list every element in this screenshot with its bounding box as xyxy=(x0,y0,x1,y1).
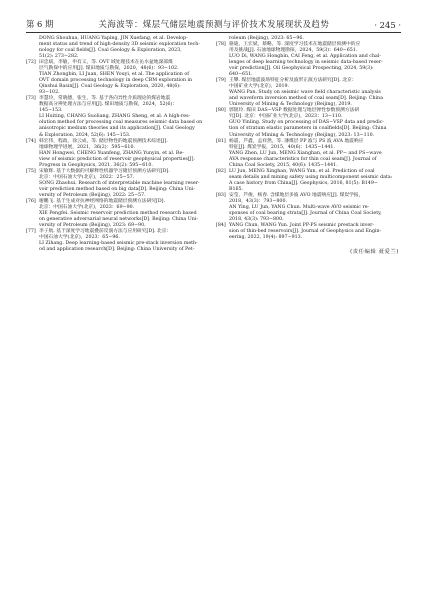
issue-number: 第 6 期 xyxy=(26,19,54,29)
reference-line: 宋敏辉. 基于大数据的可解释性机器学习储层预测方法研究[D]. xyxy=(39,168,170,174)
reference-line: voir prediction[J]. Oil Geophysical Prospecting, 2024, 59(3): xyxy=(229,66,374,72)
reference-text xyxy=(229,169,401,193)
reference-line: 北京：中国石油大学(北京)，2022：25−57. xyxy=(39,174,135,180)
reference-text xyxy=(229,139,401,169)
reference-line: sion of thin-bed reservoirs[J]. Journal of Geophysics and Engin- xyxy=(229,229,382,234)
reference-line: 郭银玲. 煤田 DAS−VSP 数据处理与地层弹性参数预测方法研 xyxy=(229,108,360,114)
reference-line: XIE Pengfei. Seismic reservoir prediction method research based xyxy=(39,210,197,216)
reference-line: Progress in Geophysics, 2021, 36(2): 595−610. xyxy=(39,162,153,168)
reference-entry xyxy=(216,78,401,108)
reference-line: lenges of deep learning technology in seismic data-based reser- xyxy=(229,60,383,66)
reference-line: OVT domain processing technology in deep CBM exploration in xyxy=(39,78,193,84)
header-rule xyxy=(26,32,401,33)
reference-entry xyxy=(216,193,401,223)
reference-entry xyxy=(216,169,401,193)
reference-line: LU Jun, MENG Xinghan, WANG Yun, et al. Prediction of coal xyxy=(229,168,375,174)
reference-line: 李慧玲，常晓德，张生，等. 基于各向异性介质理论的煤岩地震 xyxy=(39,96,171,102)
reference-line: roleum (Beijing), 2023: 65−96. xyxy=(229,36,304,41)
reference-line: YANG Chun, WANG Yun. Joint PP-PS seismic prestack inver- xyxy=(229,222,375,228)
reference-line: tion of stratum elastic parameters in coalfields[D]. Beijing: China xyxy=(229,126,387,132)
reference-line: 145−153. xyxy=(39,108,63,114)
reference-line: TIAN Zhongbin, LI Juan, SHEN Youyi, et al. The application of xyxy=(39,72,189,78)
reference-line: WANG Pan. Study on seismic wave field characteristic analysis xyxy=(229,90,381,96)
reference-line: seam details and mining safety using multicomponent seismic data: xyxy=(229,174,393,180)
reference-line: view of seismic prediction of reservoir geophysical properties[J]. xyxy=(39,156,195,162)
reference-number: [72] xyxy=(26,60,36,66)
reference-line: 安莹，芦俊，杨春. 含煤地层多波 AVO 地震响应[J]. 煤炭学报， xyxy=(229,192,364,198)
reference-number: [83] xyxy=(216,192,226,198)
reference-number: [81] xyxy=(216,138,226,144)
reference-line: anisotropic medium theories and its application[J]. Coal Geology xyxy=(39,126,195,132)
reference-line: 用及挑战[J]. 石油地球物理勘探，2024，59(3)：640−651. xyxy=(229,48,358,54)
reference-line: University of Mining & Technology (Beijing), 2019. xyxy=(229,102,352,108)
reference-line: & Exploration, 2024, 52(6): 145−153. xyxy=(39,132,131,138)
reference-line: AN Ying, LU Jun, YANG Chun. Multi-wave AVO seismic re- xyxy=(229,204,370,210)
reference-entry xyxy=(216,139,401,169)
reference-line: DONG Shouhua, HUANG Yaping, JIN Xuefang, et al. Develop- xyxy=(39,36,188,41)
reference-line: eering, 2022, 19(4): 897−913. xyxy=(229,235,303,241)
reference-continuation xyxy=(26,36,210,60)
reference-line: 2018, 43(3): 793−800. xyxy=(229,216,284,222)
reference-line: 640−651. xyxy=(229,72,253,78)
reference-text xyxy=(39,169,210,199)
reference-number: [80] xyxy=(216,108,226,114)
reference-text xyxy=(39,96,210,138)
reference-entry xyxy=(26,96,210,138)
reference-line: 究[D]. 北京：中国矿业大学(北京)，2023：13−110. xyxy=(229,114,343,120)
reference-text xyxy=(39,60,210,96)
reference-number: [82] xyxy=(216,168,226,174)
editor-note: (责任编辑 聂爱兰) xyxy=(350,249,399,256)
reference-line: 特征[J]. 煤炭学报，2015，40(6)：1435−1441. xyxy=(229,144,335,150)
reference-number: [75] xyxy=(26,168,36,174)
reference-line: SONG Zhaohui. Research of interpretable machine learning reser- xyxy=(39,180,200,186)
reference-line: University of Mining & Technology (Beijing), 2023: 13−110. xyxy=(229,132,375,138)
reference-line: 韩宏伟，程政，徐云成，等. 储层物性的地震预测技术综述[J]. xyxy=(39,138,168,144)
reference-line: AVA response characteristics for thin coal seam[J]. Journal of xyxy=(229,156,377,162)
reference-number: [78] xyxy=(216,42,226,48)
reference-line: LUO Di, WANG Hongbin, CAI Feng, et al. Application and chal- xyxy=(229,54,381,60)
reference-line: B165. xyxy=(229,186,244,192)
reference-line: A case history from China[J]. Geophysics, 2016, 81(5): B149− xyxy=(229,180,378,186)
reference-line: 王攀. 煤层地震波场特征分析及波形正演方法研究[D]. 北京： xyxy=(229,78,357,84)
reference-number: [74] xyxy=(26,138,36,144)
reference-line: LI Huiting, CHANG Suoliang, ZHANG Sheng, et al. A high-res- xyxy=(39,114,191,120)
reference-line: 谢鹏飞. 基于生成对抗神经网络的地震储层预测方法研究[D]. xyxy=(39,198,166,204)
reference-number: [73] xyxy=(26,96,36,102)
reference-entry xyxy=(216,42,401,78)
reference-entry xyxy=(216,108,401,138)
reference-line: 田忠斌，李敏，申有义，等. OVT 域处理技术在沁水盆地深部煤 xyxy=(39,60,173,66)
reference-text xyxy=(39,199,210,229)
reference-line: nology for coal fields[J]. Coal Geology & Exploration, 2023, xyxy=(39,48,182,54)
left-column xyxy=(26,36,210,253)
reference-entry xyxy=(26,169,210,199)
reference-line: YANG Zhen, LU Jun, MENG Xianghan, et al. PP− and PS−wave xyxy=(229,150,382,156)
reference-line: 杨震，芦鑫，孟祥然，等. 薄煤层 PP 波与 PS 波 AVA 地震响应 xyxy=(229,138,364,144)
reference-line: 中国石油大学(北京)，2023：65−96. xyxy=(39,235,120,241)
right-column xyxy=(216,36,401,255)
reference-line: 骆迪，王宏斌，蔡略，等. 深度学习技术在地震储层预测中的应 xyxy=(229,42,361,48)
reference-line: 51(2): 273−282. xyxy=(39,54,79,60)
reference-line: GUO Yinling. Study on processing of DAS−VSP data and predic- xyxy=(229,120,385,126)
reference-entry xyxy=(26,60,210,96)
reference-line: 地球物理学进展，2021，36(2)：595−610. xyxy=(39,144,135,150)
reference-line: 中国矿业大学(北京)，2019. xyxy=(229,84,290,90)
reference-line: on generative adversarial neural networks[D]. Beijing: China Uni- xyxy=(39,216,198,222)
reference-line: olution method for processing coal measures seismic data based on xyxy=(39,120,203,126)
reference-line: 2018，43(3)：793−800. xyxy=(229,198,287,204)
reference-line: China Coal Society, 2015, 40(6): 1435−1441. xyxy=(229,162,338,168)
page-number: · 245 · xyxy=(374,20,401,30)
reference-line: and waveform inversion method of coal seam[D]. Beijing: China xyxy=(229,96,383,102)
reference-number: [79] xyxy=(216,78,226,84)
reference-line: LI Zihang. Deep learning-based seismic pre-stack inversion meth- xyxy=(39,241,198,247)
reference-line: 93−102. xyxy=(39,90,60,96)
reference-text xyxy=(229,193,401,223)
reference-number: [84] xyxy=(216,222,226,228)
reference-text xyxy=(229,223,401,241)
reference-number: [77] xyxy=(26,229,36,234)
reference-text xyxy=(39,139,210,169)
reference-line: voir prediction method based on big data[D]. Beijing: China Uni- xyxy=(39,186,195,192)
reference-line: 数据高分辨处理方法与应用[J]. 煤田地质与勘探，2024，52(6)： xyxy=(39,102,177,108)
reference-line: 层气勘探中的应用[J]. 煤田地质与勘探，2020，48(6)：93−102. xyxy=(39,66,179,72)
reference-entry xyxy=(216,223,401,241)
reference-line: versity of Petroleum (Beijing), 2023: 69−90. xyxy=(39,222,146,228)
reference-line: 北京：中国石油大学(北京)，2023：69−90. xyxy=(39,204,135,210)
reference-line: Qinshui Basin[J]. Coal Geology & Exploration, 2020, 48(6): xyxy=(39,84,181,90)
reference-text xyxy=(229,78,401,108)
reference-line: sponses of coal bearing strata[J]. Journal of China Coal Society, xyxy=(229,210,382,216)
page-header xyxy=(26,14,401,30)
reference-line: od and application research[D]. Beijing: China University of Pet- xyxy=(39,247,195,253)
reference-line: versity of Petroleum (Beijing), 2022: 25−57. xyxy=(39,192,146,198)
reference-entry xyxy=(26,199,210,229)
reference-line: 李子航. 基于深度学习地震叠前反演方法与应用研究[D]. 北京： xyxy=(39,229,172,234)
reference-number: [76] xyxy=(26,198,36,204)
reference-text xyxy=(39,229,210,253)
running-title: 关海波等：煤层气储层地震预测与评价技术发展现状及趋势 xyxy=(98,19,330,29)
reference-line: HAN Hongwei, CHENG Yuanfeng, ZHANG Yunyin, et al. Re- xyxy=(39,150,184,156)
reference-entry xyxy=(26,229,210,253)
reference-line: ment status and trend of high-density 3D seismic exploration tech- xyxy=(39,42,200,48)
reference-entry xyxy=(26,139,210,169)
reference-text xyxy=(229,108,401,138)
reference-text xyxy=(229,42,401,78)
